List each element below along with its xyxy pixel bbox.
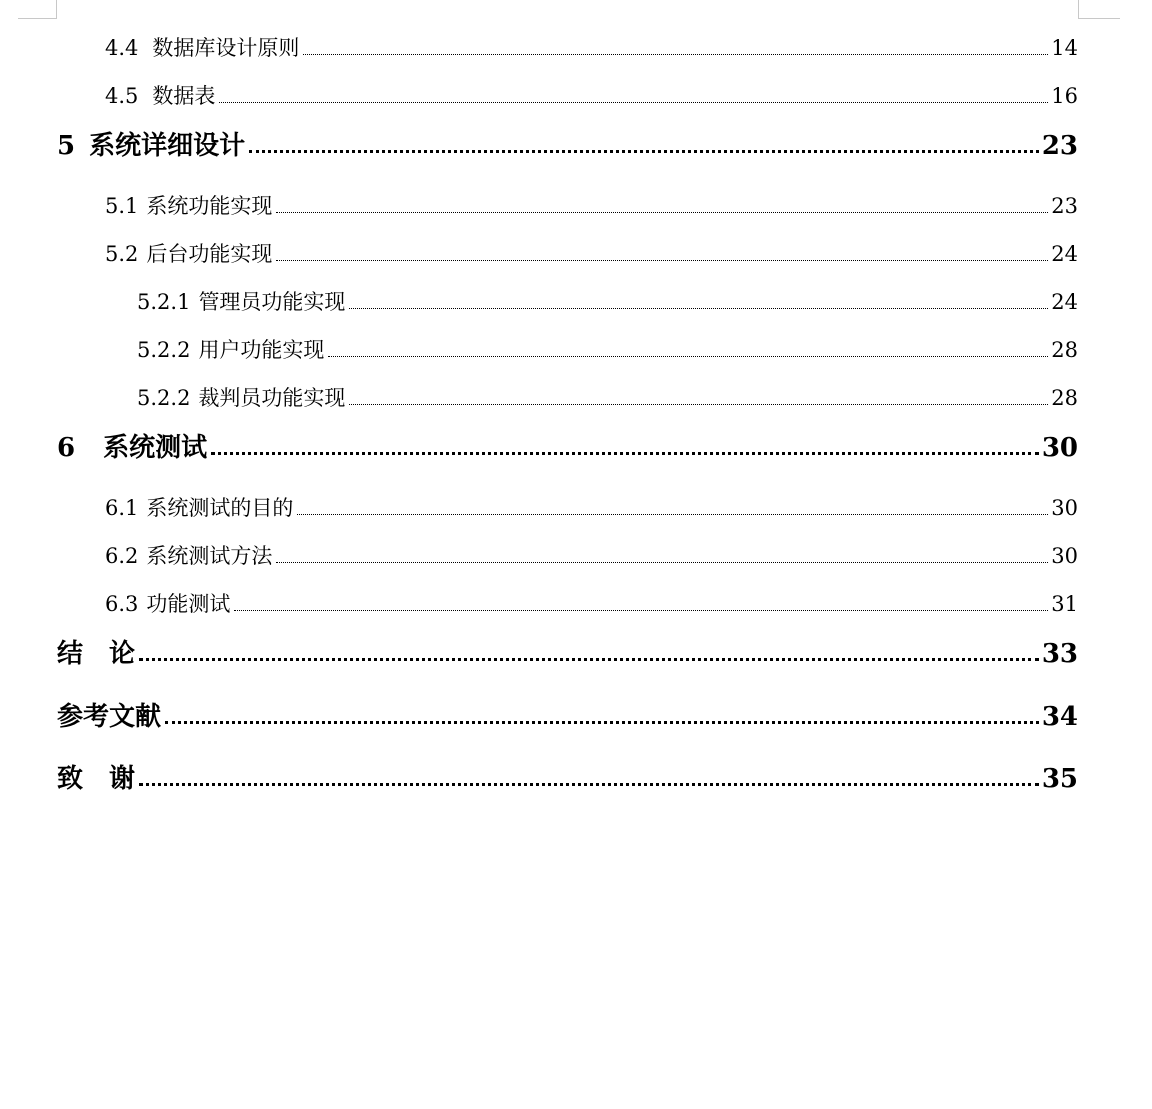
dot-leader xyxy=(349,382,1048,412)
dot-leader xyxy=(276,190,1048,220)
toc-entry-title: 致 谢 xyxy=(57,764,136,794)
toc-entry-title: 功能测试 xyxy=(146,592,231,616)
toc-entry-title: 系统测试 xyxy=(103,433,208,463)
dot-leader xyxy=(297,492,1048,522)
toc-entry-6-1[interactable] xyxy=(105,492,1078,522)
dot-leader xyxy=(219,80,1048,110)
toc-entry-page: 33 xyxy=(1041,639,1078,669)
toc-entry-page: 35 xyxy=(1041,764,1078,794)
toc-entry-number: 5.2 xyxy=(105,242,139,266)
toc-entry-page: 31 xyxy=(1051,592,1078,616)
toc-entry-5[interactable] xyxy=(57,125,1078,161)
toc-entry-page: 23 xyxy=(1041,131,1078,161)
toc-entry-page: 28 xyxy=(1051,338,1078,362)
toc-entry-title: 系统测试的目的 xyxy=(146,496,294,520)
dot-leader xyxy=(276,540,1048,570)
toc-entry-title: 系统详细设计 xyxy=(89,131,246,161)
toc-entry-references[interactable] xyxy=(57,696,1078,732)
toc-entry-number: 4.5 xyxy=(105,84,139,108)
toc-entry-page: 24 xyxy=(1051,290,1078,314)
toc-entry-title: 用户功能实现 xyxy=(198,338,325,362)
toc-entry-page: 24 xyxy=(1051,242,1078,266)
toc-entry-number: 6.2 xyxy=(105,544,139,568)
toc-entry-number: 5.1 xyxy=(105,194,139,218)
toc-entry-title: 裁判员功能实现 xyxy=(198,386,346,410)
toc-entry-6-3[interactable] xyxy=(105,588,1078,618)
toc-entry-6-2[interactable] xyxy=(105,540,1078,570)
dot-leader xyxy=(303,32,1048,62)
dot-leader xyxy=(234,588,1048,618)
toc-entry-page: 30 xyxy=(1051,496,1078,520)
dot-leader xyxy=(249,125,1039,161)
toc-entry-number: 6 xyxy=(57,433,76,463)
toc-entry-page: 34 xyxy=(1041,702,1078,732)
toc-entry-title: 数据表 xyxy=(152,84,216,108)
toc-entry-title: 后台功能实现 xyxy=(146,242,273,266)
toc-entry-number: 5 xyxy=(57,131,76,161)
toc-entry-page: 28 xyxy=(1051,386,1078,410)
dot-leader xyxy=(211,427,1039,463)
dot-leader xyxy=(139,758,1039,794)
toc-entry-title: 数据库设计原则 xyxy=(152,36,300,60)
dot-leader xyxy=(276,238,1048,268)
toc-entry-5-2-2-user[interactable] xyxy=(137,334,1078,364)
toc-entry-4-5[interactable] xyxy=(105,80,1078,110)
toc-entry-number: 5.2.1 xyxy=(137,290,191,314)
dot-leader xyxy=(165,696,1039,732)
toc-entry-number: 5.2.2 xyxy=(137,386,191,410)
toc-entry-acknowledgements[interactable] xyxy=(57,758,1078,794)
toc-entry-title: 结 论 xyxy=(57,639,136,669)
toc-entry-page: 30 xyxy=(1041,433,1078,463)
dot-leader xyxy=(349,286,1048,316)
toc-entry-5-2[interactable] xyxy=(105,238,1078,268)
toc-entry-number: 6.1 xyxy=(105,496,139,520)
toc-entry-title: 参考文献 xyxy=(57,702,162,732)
toc-entry-title: 系统功能实现 xyxy=(146,194,273,218)
toc-entry-page: 23 xyxy=(1051,194,1078,218)
toc-entry-number: 5.2.2 xyxy=(137,338,191,362)
toc-entry-page: 30 xyxy=(1051,544,1078,568)
toc-entry-page: 16 xyxy=(1051,84,1078,108)
toc-entry-conclusion[interactable] xyxy=(57,633,1078,669)
toc-entry-number: 4.4 xyxy=(105,36,139,60)
toc-entry-5-1[interactable] xyxy=(105,190,1078,220)
toc-entry-6[interactable] xyxy=(57,427,1078,463)
toc-entry-4-4[interactable] xyxy=(105,32,1078,62)
toc-entry-5-2-1[interactable] xyxy=(137,286,1078,316)
toc-entry-5-2-2-referee[interactable] xyxy=(137,382,1078,412)
dot-leader xyxy=(139,633,1039,669)
toc-entry-title: 系统测试方法 xyxy=(146,544,273,568)
dot-leader xyxy=(328,334,1048,364)
toc-entry-title: 管理员功能实现 xyxy=(198,290,346,314)
toc-entry-number: 6.3 xyxy=(105,592,139,616)
toc-entry-page: 14 xyxy=(1051,36,1078,60)
